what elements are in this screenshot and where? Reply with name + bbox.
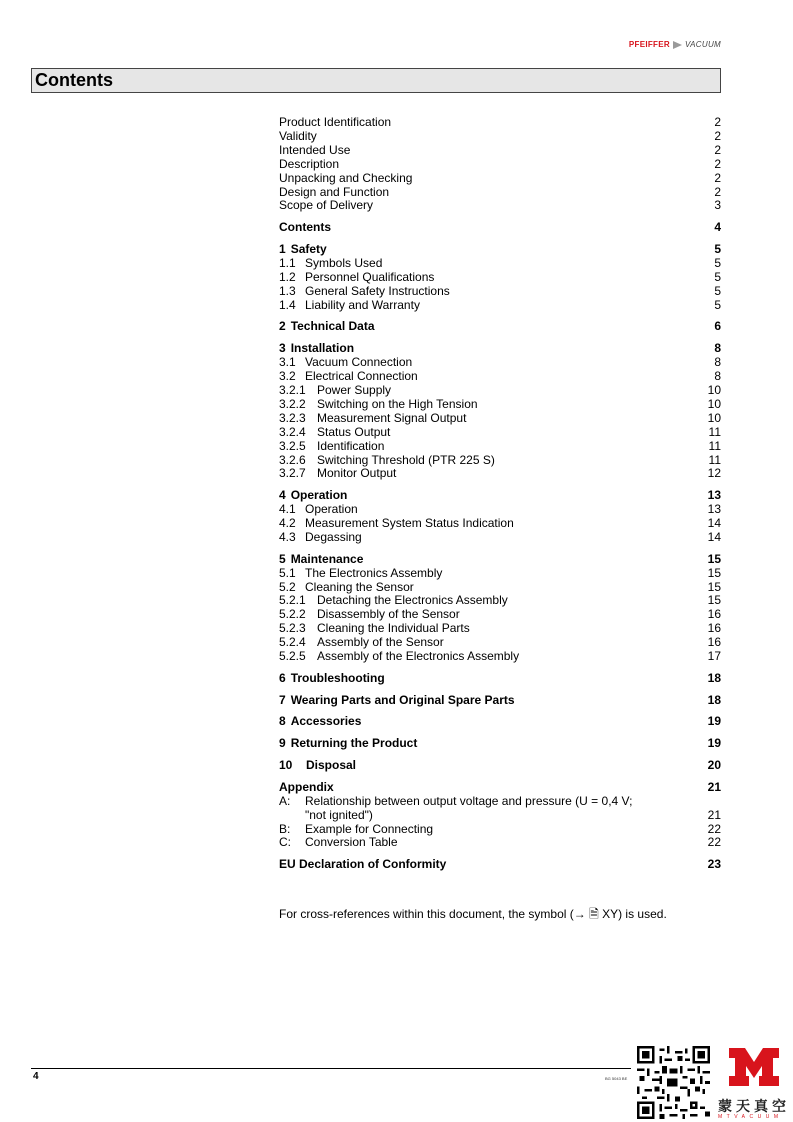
toc-row[interactable]: 4 Operation 13 [279, 488, 721, 503]
toc-row[interactable]: A: Relationship between output voltage and pressure (U = 0,4 V; [279, 793, 633, 808]
toc-appendix-group [279, 781, 721, 851]
toc-intro-group [279, 116, 721, 213]
toc-row[interactable]: 1.1 Symbols Used 5 [279, 255, 721, 270]
toc-troubleshooting-group [279, 672, 721, 686]
document-code: BG 5043 BE [605, 1076, 628, 1081]
pfeiffer-logo [629, 40, 721, 49]
toc-row[interactable]: 5.2.3 Cleaning the Individual Parts 16 [279, 621, 721, 636]
toc-row[interactable]: 5 Maintenance 15 [279, 551, 721, 566]
toc-row[interactable]: 1.3 General Safety Instructions 5 [279, 283, 721, 298]
toc-row[interactable]: 5.2.4 Assembly of the Sensor 16 [279, 635, 721, 650]
toc-row[interactable]: "not ignited") 21 [305, 807, 721, 822]
toc-row[interactable]: 10 Disposal 20 [279, 758, 721, 773]
toc-row[interactable]: 5.1 The Electronics Assembly 15 [279, 565, 721, 580]
toc-row[interactable]: 1.2 Personnel Qualifications 5 [279, 269, 721, 284]
toc-row[interactable]: Validity 2 [279, 128, 721, 143]
toc-returning-group [279, 737, 721, 751]
toc-installation-group [279, 342, 721, 481]
toc-wearing-group [279, 694, 721, 708]
toc-row[interactable]: 3.2.6 Switching Threshold (PTR 225 S) 11 [279, 452, 721, 467]
toc-row[interactable]: 3.2.5 Identification 11 [279, 438, 721, 453]
footer-divider [31, 1068, 631, 1069]
brand-secondary: VACUUM [684, 40, 721, 49]
section-title: Contents [31, 68, 721, 93]
qr-code-icon [637, 1046, 710, 1119]
toc-row[interactable]: 3.1 Vacuum Connection 8 [279, 355, 721, 370]
toc-row[interactable]: 3 Installation 8 [279, 341, 721, 356]
toc-row[interactable]: 3.2 Electrical Connection 8 [279, 369, 721, 384]
toc-row[interactable]: 5.2.2 Disassembly of the Sensor 16 [279, 607, 721, 622]
toc-row[interactable]: 3.2.2 Switching on the High Tension 10 [279, 396, 721, 411]
toc-eu-group [279, 858, 721, 872]
toc-row[interactable]: 3.2.3 Measurement Signal Output 10 [279, 410, 721, 425]
toc-technical-group [279, 320, 721, 334]
toc-row[interactable]: 4.2 Measurement System Status Indication 14 [279, 516, 721, 531]
toc-row[interactable]: C: Conversion Table 22 [279, 835, 721, 850]
table-of-contents [279, 116, 721, 880]
toc-row[interactable]: 3.2.7 Monitor Output 12 [279, 466, 721, 481]
toc-row[interactable]: 5.2 Cleaning the Sensor 15 [279, 579, 721, 594]
toc-row[interactable]: 5.2.1 Detaching the Electronics Assembly 15 [279, 593, 721, 608]
toc-row[interactable]: Unpacking and Checking 2 [279, 170, 721, 185]
toc-row[interactable]: Design and Function 2 [279, 184, 721, 199]
mt-english-name: MTVACUUM [718, 1114, 783, 1120]
toc-row[interactable]: 5.2.5 Assembly of the Electronics Assembly 17 [279, 649, 721, 664]
toc-row[interactable]: 8 Accessories 19 [279, 714, 721, 729]
toc-operation-group [279, 489, 721, 545]
toc-contents-group [279, 221, 721, 235]
toc-safety-group [279, 243, 721, 313]
toc-row[interactable]: Scope of Delivery 3 [279, 198, 721, 213]
toc-row[interactable]: EU Declaration of Conformity 23 [279, 857, 721, 872]
mt-chinese-name: 蒙天真空 [718, 1099, 790, 1115]
toc-row[interactable]: 9 Returning the Product 19 [279, 736, 721, 751]
toc-row[interactable]: 3.2.4 Status Output 11 [279, 424, 721, 439]
toc-row[interactable]: 7 Wearing Parts and Original Spare Parts 18 [279, 692, 721, 707]
toc-disposal-group [279, 759, 721, 773]
toc-row[interactable]: Description 2 [279, 156, 721, 171]
toc-row[interactable]: 2 Technical Data 6 [279, 319, 721, 334]
brand-arrow-icon [673, 41, 682, 49]
page-number: 4 [33, 1071, 39, 1082]
toc-row[interactable]: 1.4 Liability and Warranty 5 [279, 297, 721, 312]
brand-primary: PFEIFFER [628, 40, 670, 49]
toc-maintenance-group [279, 553, 721, 664]
toc-row[interactable]: 4.3 Degassing 14 [279, 529, 721, 544]
toc-row[interactable]: Contents 4 [279, 220, 721, 235]
toc-row[interactable]: 1 Safety 5 [279, 242, 721, 257]
toc-row[interactable]: 3.2.1 Power Supply 10 [279, 382, 721, 397]
toc-row[interactable]: B: Example for Connecting 22 [279, 821, 721, 836]
toc-row[interactable]: Product Identification 2 [279, 115, 721, 129]
crossref-note: For cross-references within this document, the symbol (→ 🗎 XY) is used. [279, 907, 667, 921]
toc-row[interactable]: Intended Use 2 [279, 142, 721, 157]
toc-row[interactable]: Appendix 21 [279, 779, 721, 794]
toc-row[interactable]: 6 Troubleshooting 18 [279, 670, 721, 685]
toc-row[interactable]: 4.1 Operation 13 [279, 502, 721, 517]
toc-accessories-group [279, 715, 721, 729]
